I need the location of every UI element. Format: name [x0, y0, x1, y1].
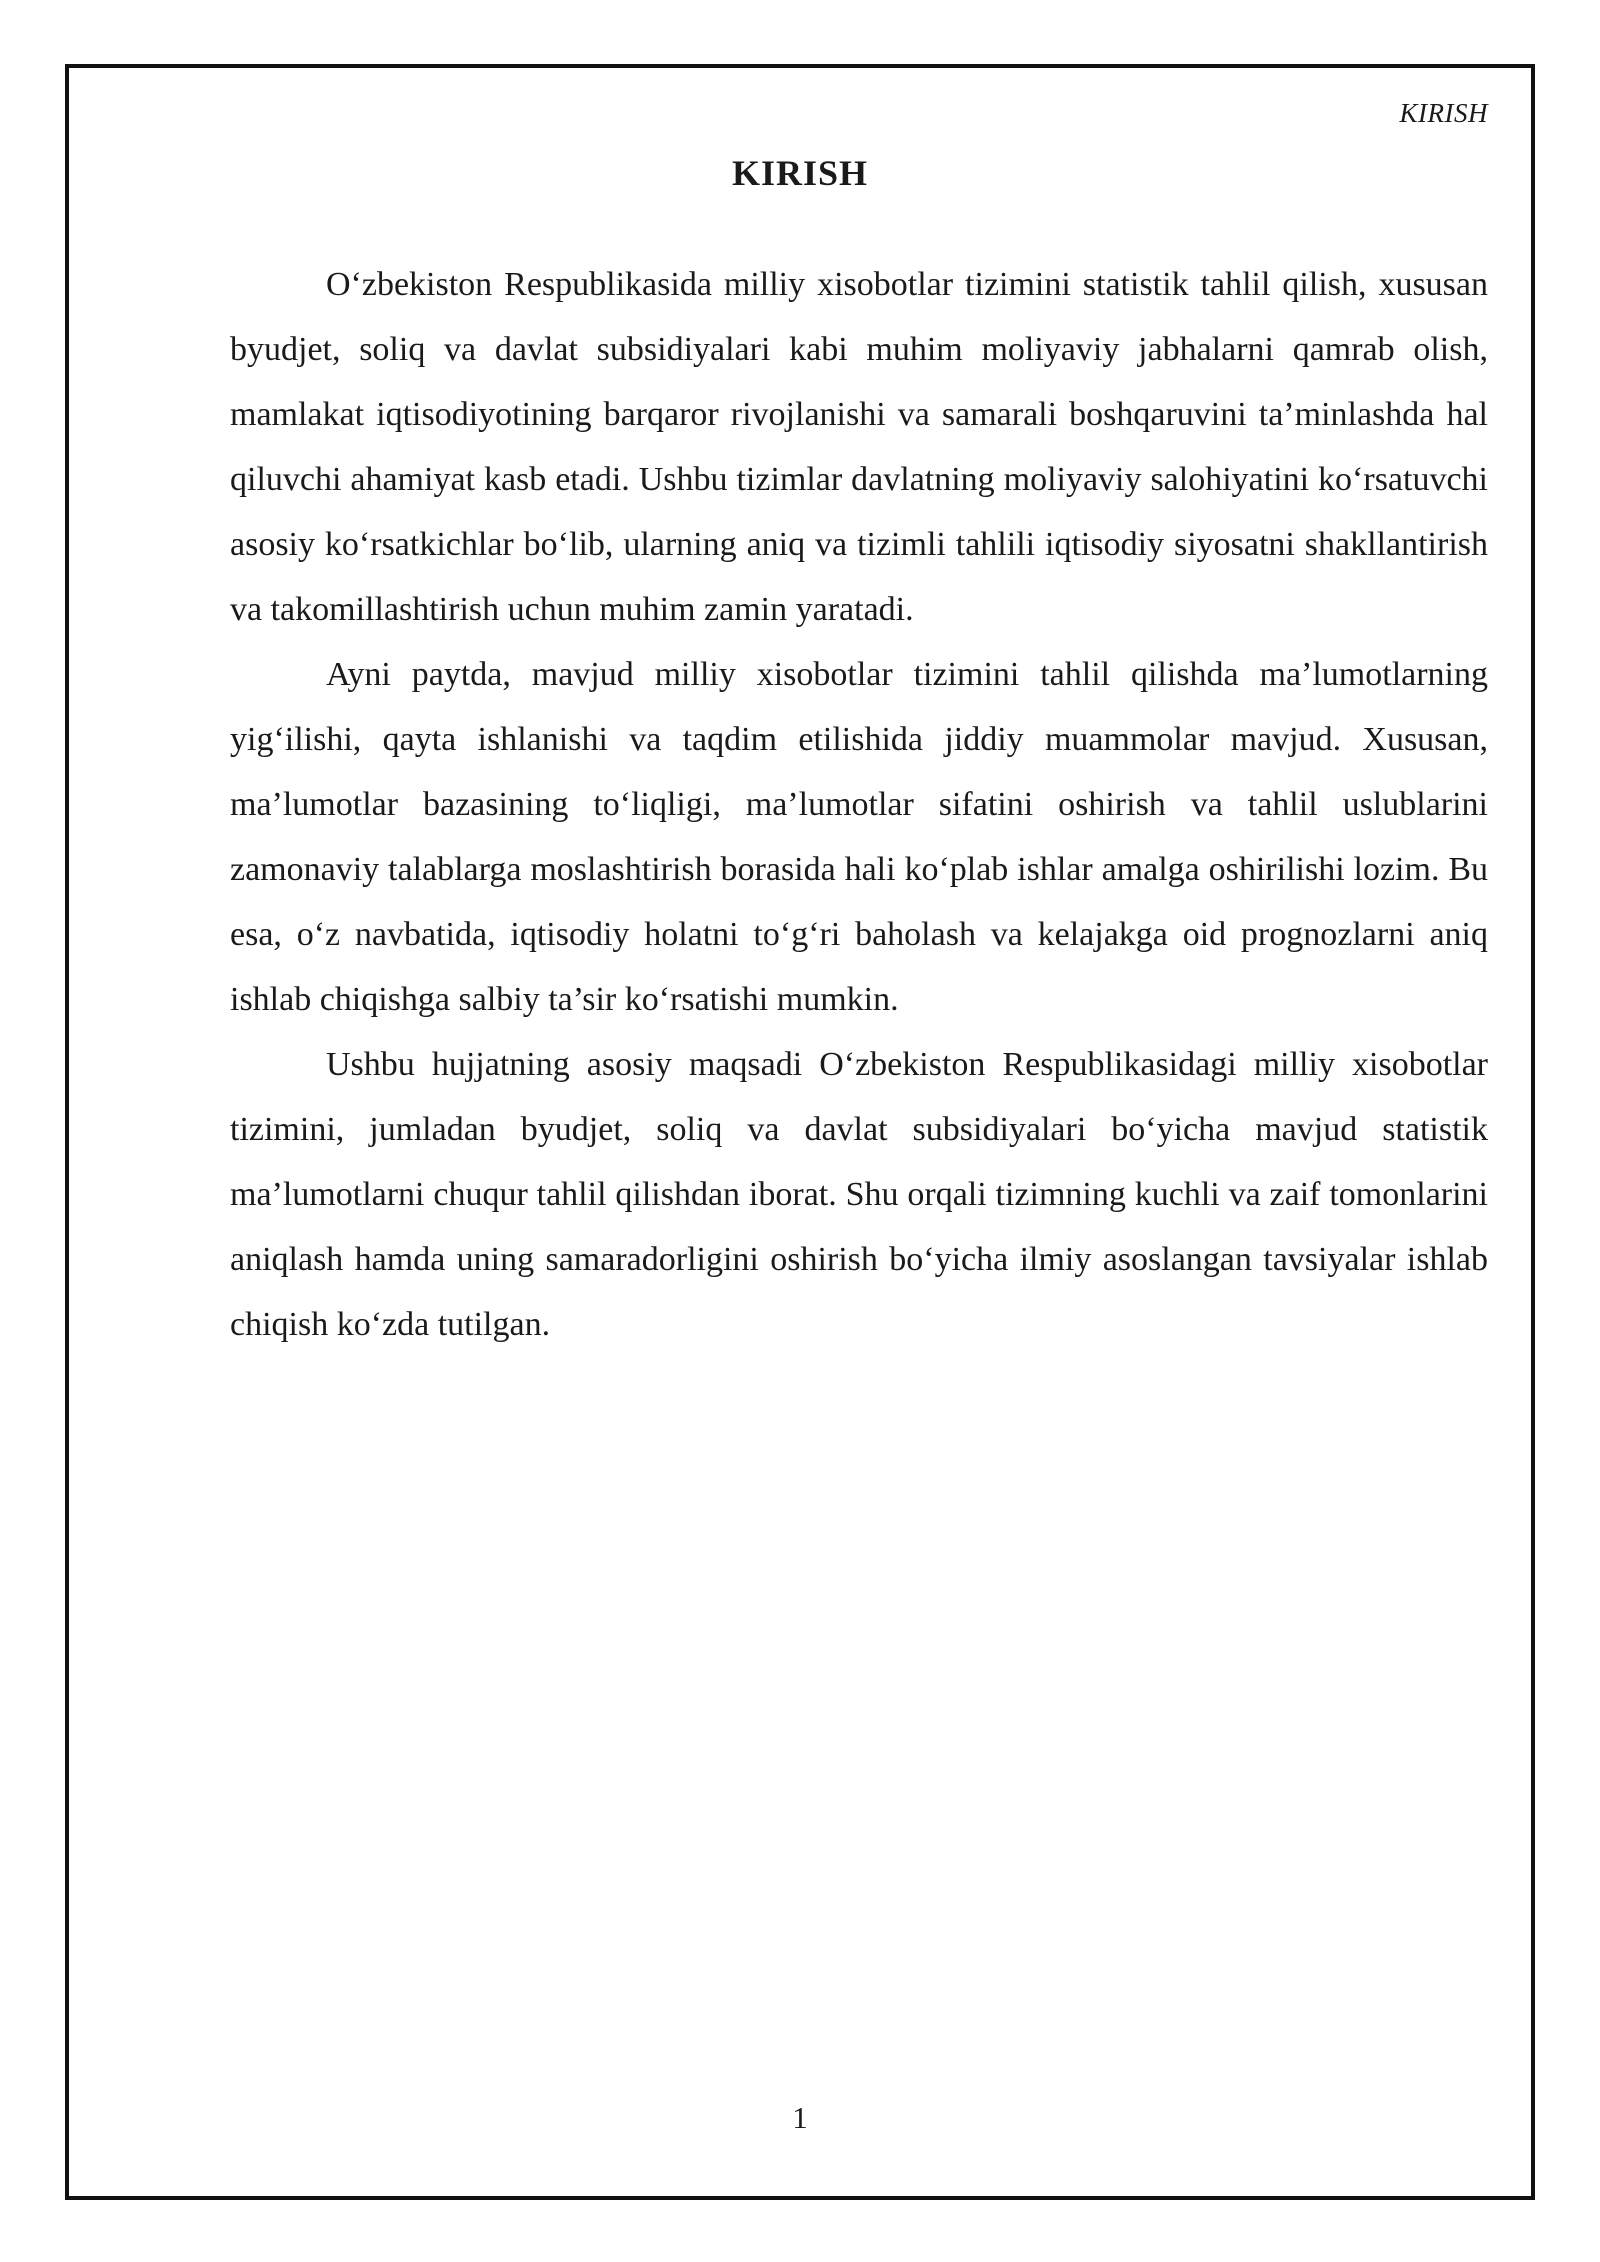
- page-number: 1: [792, 2100, 808, 2135]
- paragraph-1: O‘zbekiston Respublikasida milliy xisobotlar tizimini statistik tahlil qilish, xususan byudjet, soliq va davlat subsidiyalari kabi muhim moliyaviy jabhalarni qamrab olish, mamlakat iqtisodiyotining barqaror rivojlanishi va samarali boshqaruvini ta’minlashda hal qiluvchi ahamiyat kasb etadi. Ushbu tizimlar davlatning moliyaviy salohiyatini ko‘rsatuvchi asosiy ko‘rsatkichlar bo‘lib, ularning aniq va tizimli tahlili iqtisodiy siyosatni shakllantirish va takomillashtirish uchun muhim zamin yaratadi.: [230, 266, 1488, 628]
- paragraph-3: Ushbu hujjatning asosiy maqsadi O‘zbekiston Respublikasidagi milliy xisobotlar tizimini, jumladan byudjet, soliq va davlat subsidiyalari bo‘yicha mavjud statistik ma’lumotlarni chuqur tahlil qilishdan iborat. Shu orqali tizimning kuchli va zaif tomonlarini aniqlash hamda uning samaradorligini oshirish bo‘yicha ilmiy asoslangan tavsiyalar ishlab chiqish ko‘zda tutilgan.: [230, 1046, 1488, 1343]
- page-title: KIRISH: [731, 153, 869, 193]
- body-text: [230, 252, 1488, 1357]
- paragraph-2: Ayni paytda, mavjud milliy xisobotlar tizimini tahlil qilishda ma’lumotlarning yig‘ilishi, qayta ishlanishi va taqdim etilishida jiddiy muammolar mavjud. Xususan, ma’lumotlar bazasining to‘liqligi, ma’lumotlar sifatini oshirish va tahlil uslublarini zamonaviy talablarga moslashtirish borasida hali ko‘plab ishlar amalga oshirilishi lozim. Bu esa, o‘z navbatida, iqtisodiy holatni to‘g‘ri baholash va kelajakga oid prognozlarni aniq ishlab chiqishga salbiy ta’sir ko‘rsatishi mumkin.: [230, 656, 1488, 1018]
- running-header: KIRISH: [1399, 98, 1488, 128]
